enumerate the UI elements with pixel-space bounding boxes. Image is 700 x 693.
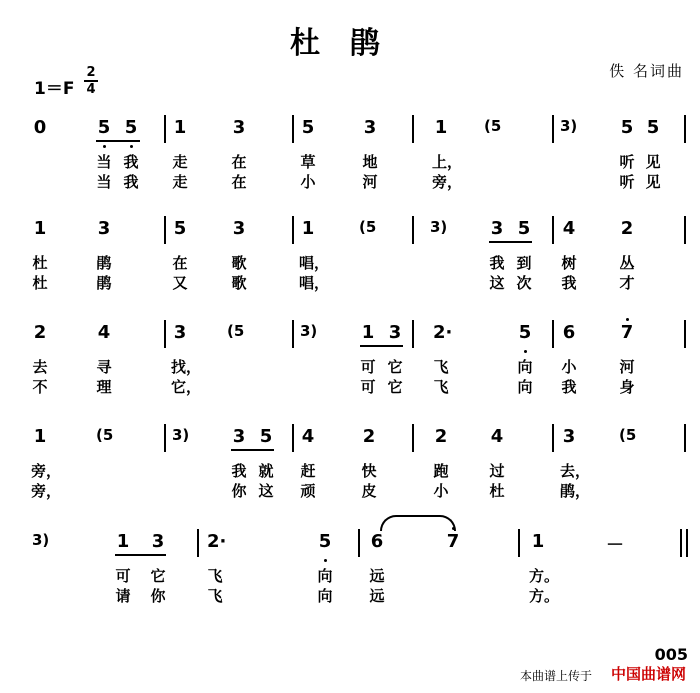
beam-underline [115, 554, 166, 556]
barline [358, 529, 360, 557]
barline [552, 424, 554, 452]
credit-line: 佚 名词曲 [609, 62, 684, 80]
lyric-verse-1: 可 [360, 358, 376, 376]
note: 3 [388, 322, 402, 343]
lyric-verse-1: 上， [432, 153, 463, 171]
lyric-verse-2: 方。 [529, 587, 560, 605]
note: 3 [490, 218, 504, 239]
lyric-verse-2: 鹃 [96, 274, 112, 292]
beam-underline [231, 449, 274, 451]
lyric-verse-2: 不 [32, 378, 48, 396]
note: 2· [207, 531, 227, 552]
barline [680, 529, 682, 557]
note: (5 [619, 426, 637, 444]
lyric-verse-2: 向 [517, 378, 533, 396]
note: 1 [116, 531, 130, 552]
key-signature: 1＝F [34, 79, 75, 99]
note: 0 [33, 117, 47, 138]
lyric-verse-1: 可 [115, 567, 131, 585]
barline [292, 216, 294, 244]
lyric-verse-2: 我 [123, 173, 139, 191]
lyric-verse-2: 请 [115, 587, 131, 605]
note: 2 [33, 322, 47, 343]
lyric-verse-2: 顽 [300, 482, 316, 500]
lyric-verse-1: 见 [645, 153, 661, 171]
note: 3 [562, 426, 576, 447]
note: 3 [232, 117, 246, 138]
lyric-verse-1: 远 [369, 567, 385, 585]
note: 2 [362, 426, 376, 447]
lyric-verse-2: 杜 [489, 482, 505, 500]
note: 4 [490, 426, 504, 447]
octave-dot-high [626, 318, 629, 321]
lyric-verse-2: 唱， [299, 274, 330, 292]
note: 5 [318, 531, 332, 552]
note: (5 [359, 218, 377, 236]
note: 5 [173, 218, 187, 239]
note: 1 [531, 531, 545, 552]
lyric-verse-2: 听 [619, 173, 635, 191]
barline [518, 529, 520, 557]
note: 1 [33, 426, 47, 447]
lyric-verse-1: 找， [171, 358, 202, 376]
note: 5 [97, 117, 111, 138]
note: 1 [361, 322, 375, 343]
barline [412, 115, 414, 143]
lyric-verse-1: 到 [516, 254, 532, 272]
barline [292, 424, 294, 452]
note: 3) [430, 218, 448, 236]
lyric-verse-2: 它， [171, 378, 202, 396]
lyric-verse-2: 飞 [207, 587, 223, 605]
footer-text: 本曲谱上传于 [519, 669, 592, 683]
lyric-verse-2: 理 [96, 378, 112, 396]
barline [684, 115, 686, 143]
song-title: 杜鹃 [290, 26, 410, 61]
lyric-verse-2: 旁， [31, 482, 62, 500]
note: 6 [562, 322, 576, 343]
lyric-verse-2: 小 [300, 173, 316, 191]
barline [292, 115, 294, 143]
lyric-verse-1: 走 [172, 153, 188, 171]
note: 3) [172, 426, 190, 444]
lyric-verse-2: 你 [150, 587, 166, 605]
lyric-verse-1: 鹃 [96, 254, 112, 272]
note: 3 [97, 218, 111, 239]
octave-dot-low [130, 145, 133, 148]
lyric-verse-1: 河 [619, 358, 635, 376]
note: 5 [646, 117, 660, 138]
lyric-verse-2: 又 [172, 274, 188, 292]
lyric-verse-2: 身 [619, 378, 635, 396]
lyric-verse-2: 当 [96, 173, 112, 191]
note: 4 [97, 322, 111, 343]
lyric-verse-1: 它 [150, 567, 166, 585]
note: 3 [151, 531, 165, 552]
lyric-verse-1: 杜 [32, 254, 48, 272]
lyric-verse-2: 可 [360, 378, 376, 396]
barline [684, 216, 686, 244]
lyric-verse-2: 远 [369, 587, 385, 605]
note: 5 [124, 117, 138, 138]
lyric-verse-1: 我 [231, 462, 247, 480]
lyric-verse-2: 河 [362, 173, 378, 191]
lyric-verse-1: 唱， [299, 254, 330, 272]
lyric-verse-1: 赶 [300, 462, 316, 480]
barline [552, 216, 554, 244]
beam-underline [489, 241, 532, 243]
tie-slur [380, 515, 456, 531]
lyric-verse-2: 旁， [432, 173, 463, 191]
lyric-verse-1: 快 [361, 462, 377, 480]
lyric-verse-1: 听 [619, 153, 635, 171]
beam-underline [360, 345, 403, 347]
note: 3) [560, 117, 578, 135]
note: 6 [370, 531, 384, 552]
page-number: 005 [654, 645, 688, 664]
barline [292, 320, 294, 348]
note: 7 [446, 531, 460, 552]
note: 1 [33, 218, 47, 239]
note: 4 [301, 426, 315, 447]
lyric-verse-1: 草 [300, 153, 316, 171]
note: 3 [232, 426, 246, 447]
lyric-verse-1: 飞 [207, 567, 223, 585]
barline [164, 216, 166, 244]
lyric-verse-1: 就 [258, 462, 274, 480]
lyric-verse-1: 丛 [619, 254, 635, 272]
note: 7 [620, 322, 634, 343]
lyric-verse-1: 小 [561, 358, 577, 376]
lyric-verse-2: 我 [561, 274, 577, 292]
lyric-verse-1: 它 [387, 358, 403, 376]
barline [684, 320, 686, 348]
octave-dot-low [324, 559, 327, 562]
barline [412, 320, 414, 348]
note: 5 [518, 322, 532, 343]
lyric-verse-2: 它 [387, 378, 403, 396]
note: (5 [484, 117, 502, 135]
barline [686, 529, 688, 557]
beam-underline [96, 140, 140, 142]
lyric-verse-1: 飞 [433, 358, 449, 376]
lyric-verse-2: 歌 [231, 274, 247, 292]
barline [552, 320, 554, 348]
note: 4 [562, 218, 576, 239]
lyric-verse-1: 向 [317, 567, 333, 585]
note: 2 [620, 218, 634, 239]
lyric-verse-2: 飞 [433, 378, 449, 396]
barline [164, 115, 166, 143]
lyric-verse-1: 旁， [31, 462, 62, 480]
site-logo: 中国曲谱网 [610, 665, 686, 683]
lyric-verse-2: 才 [619, 274, 635, 292]
lyric-verse-1: 去 [32, 358, 48, 376]
lyric-verse-1: 过 [489, 462, 505, 480]
lyric-verse-1: 向 [517, 358, 533, 376]
time-signature [84, 66, 98, 96]
lyric-verse-1: 寻 [96, 358, 112, 376]
time-top: 2 [86, 65, 96, 80]
note: 1 [434, 117, 448, 138]
octave-dot-low [524, 350, 527, 353]
lyric-verse-2: 次 [516, 274, 532, 292]
lyric-verse-1: 去， [560, 462, 591, 480]
note: 1 [301, 218, 315, 239]
lyric-verse-2: 鹃， [560, 482, 591, 500]
note: (5 [96, 426, 114, 444]
note: 2 [434, 426, 448, 447]
note: 5 [517, 218, 531, 239]
note: 3) [32, 531, 50, 549]
lyric-verse-2: 在 [231, 173, 247, 191]
note: 5 [301, 117, 315, 138]
lyric-verse-2: 走 [172, 173, 188, 191]
note: (5 [227, 322, 245, 340]
time-bottom: 4 [86, 82, 96, 97]
note: 5 [620, 117, 634, 138]
note: － [606, 535, 624, 556]
lyric-verse-1: 在 [231, 153, 247, 171]
barline [684, 424, 686, 452]
lyric-verse-1: 方。 [529, 567, 560, 585]
lyric-verse-2: 你 [231, 482, 247, 500]
lyric-verse-2: 皮 [361, 482, 377, 500]
lyric-verse-1: 树 [561, 254, 577, 272]
lyric-verse-1: 跑 [433, 462, 449, 480]
lyric-verse-1: 我 [123, 153, 139, 171]
note: 1 [173, 117, 187, 138]
barline [164, 320, 166, 348]
lyric-verse-1: 我 [489, 254, 505, 272]
note: 2· [433, 322, 453, 343]
lyric-verse-2: 我 [561, 378, 577, 396]
lyric-verse-2: 这 [258, 482, 274, 500]
lyric-verse-1: 当 [96, 153, 112, 171]
lyric-verse-2: 杜 [32, 274, 48, 292]
lyric-verse-2: 向 [317, 587, 333, 605]
lyric-verse-2: 小 [433, 482, 449, 500]
lyric-verse-1: 歌 [231, 254, 247, 272]
barline [412, 424, 414, 452]
barline [197, 529, 199, 557]
lyric-verse-2: 这 [489, 274, 505, 292]
note: 3 [173, 322, 187, 343]
barline [164, 424, 166, 452]
barline [552, 115, 554, 143]
note: 3 [363, 117, 377, 138]
lyric-verse-1: 在 [172, 254, 188, 272]
octave-dot-low [103, 145, 106, 148]
lyric-verse-1: 地 [362, 153, 378, 171]
lyric-verse-2: 见 [645, 173, 661, 191]
barline [412, 216, 414, 244]
note: 3) [300, 322, 318, 340]
note: 3 [232, 218, 246, 239]
note: 5 [259, 426, 273, 447]
